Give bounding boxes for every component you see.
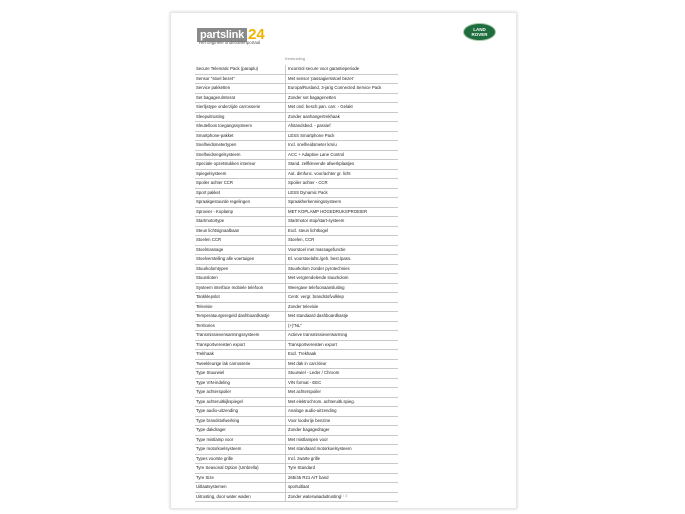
spec-value: Stand. zelfklevende afwerkplaatjes	[286, 160, 399, 170]
spec-value: LESS Dynamic Pack	[286, 188, 399, 198]
table-row	[195, 359, 398, 369]
spec-value: Weergave telefoonaansluiting	[286, 283, 399, 293]
table-row	[195, 464, 398, 474]
table-row	[195, 122, 398, 132]
table-row	[195, 397, 398, 407]
spec-key: Transportvereisten export	[195, 340, 286, 350]
spec-key: Type audio-uitzending	[195, 407, 286, 417]
table-row	[195, 150, 398, 160]
table-row	[195, 188, 398, 198]
spec-key: Spraakgestuurde regelingen	[195, 198, 286, 208]
spec-key: Tankklepslot	[195, 293, 286, 303]
spec-value: Spoiler achter - CCR	[286, 179, 399, 189]
spec-key: Set bagagerulmterat	[195, 93, 286, 103]
spec-key: Speciale opzetstukken interieur	[195, 160, 286, 170]
spec-key: Type motorkoelsysteem	[195, 445, 286, 455]
table-row	[195, 416, 398, 426]
logo-tagline: Het originele onderdelenportaal	[199, 40, 261, 45]
table-row	[195, 340, 398, 350]
spec-value: Met achterspoiler	[286, 388, 399, 398]
spec-value: Met vergrendelende stuurkolom	[286, 274, 399, 284]
table-row	[195, 369, 398, 379]
spec-key: Type achterspoiler	[195, 388, 286, 398]
spec-key: Stuurkolomtypen	[195, 264, 286, 274]
spec-value: Startmotor stop/start-systeem	[286, 217, 399, 227]
table-row	[195, 245, 398, 255]
spec-value: Stuurkolom zonder pyrotechnies	[286, 264, 399, 274]
table-row	[195, 160, 398, 170]
table-row	[195, 84, 398, 94]
spec-key: Type dakdrager	[195, 426, 286, 436]
table-row	[195, 255, 398, 265]
spec-value: Zonder aanhangertrekhaak	[286, 112, 399, 122]
table-row	[195, 312, 398, 322]
spec-key: Sleepuitrusting	[195, 112, 286, 122]
spec-table-body	[195, 65, 398, 502]
spec-key: Territories	[195, 321, 286, 331]
spec-key: Uitrusting, door water waden	[195, 492, 286, 502]
spec-value: Zonder bagagedrager	[286, 426, 399, 436]
spec-key: Tyre Size	[195, 473, 286, 483]
spec-value: 265/45 R21 A/T band	[286, 473, 399, 483]
table-row	[195, 141, 398, 151]
spec-value: (+)"NL"	[286, 321, 399, 331]
table-row	[195, 236, 398, 246]
spec-value: Met standaard motorkoelsysteem	[286, 445, 399, 455]
spec-value: VIN format - EEC	[286, 378, 399, 388]
table-row	[195, 388, 398, 398]
spec-value: Stoelen, CCR	[286, 236, 399, 246]
spec-value: Met standaard dashboardkastje	[286, 312, 399, 322]
table-row	[195, 426, 398, 436]
spec-key: Sensor "stoel bezet"	[195, 74, 286, 84]
spec-value: Met dak in carr.kleur	[286, 359, 399, 369]
spec-key: Sproeier - Koplamp	[195, 207, 286, 217]
spec-value: Centr. vergr. brandstofvulklep	[286, 293, 399, 303]
spec-key: Snelheidsmetertypen	[195, 141, 286, 151]
table-row	[195, 435, 398, 445]
spec-value: Analoge audio-uitzending	[286, 407, 399, 417]
spec-value: ACC + Adaptive Lane Control	[286, 150, 399, 160]
spec-value: Excl. Trekhaak	[286, 350, 399, 360]
spec-value: Zonder waterwaaduitrusting	[286, 492, 399, 502]
table-row	[195, 112, 398, 122]
spec-value: Zonder set bagagenetten	[286, 93, 399, 103]
spec-key: Tweekleurige lak carrosserie	[195, 359, 286, 369]
table-row	[195, 293, 398, 303]
table-row	[195, 74, 398, 84]
table-row	[195, 321, 398, 331]
spec-key: Type Stuurwiel	[195, 369, 286, 379]
brand-line-1: LAND	[473, 27, 486, 32]
spec-value: Spraakherkenningssysteem	[286, 198, 399, 208]
spec-value: Tyre Standard	[286, 464, 399, 474]
spec-value: MET KOPLAMP HOGEDRUKSPROEIER	[286, 207, 399, 217]
spec-key: Tyre Seasonal Option (Umbrella)	[195, 464, 286, 474]
table-row	[195, 264, 398, 274]
spec-key: Sierlijstype onderzijde carrosserie	[195, 103, 286, 113]
spec-key: Spiegelsysteem	[195, 169, 286, 179]
spec-value: Met sensor 'passagiersstoel bezet'	[286, 74, 399, 84]
spec-key: Transmissieverwarmingssysteem	[195, 331, 286, 341]
table-row	[195, 65, 398, 74]
spec-key: Systeem interface mobiele telefoon	[195, 283, 286, 293]
spec-key: Type brandstofwerking	[195, 416, 286, 426]
spec-value: Voor loodvrije benzine	[286, 416, 399, 426]
spec-key: Steun lichtsignaalbaan	[195, 226, 286, 236]
spec-value: Aut. dimfunc. voor/achter gr. licht	[286, 169, 399, 179]
spec-key: Sport pakket	[195, 188, 286, 198]
table-row	[195, 483, 398, 493]
spec-table	[195, 65, 398, 502]
spec-key: Stuursloten	[195, 274, 286, 284]
spec-key: Secure Telematic Pack (paraplu)	[195, 65, 286, 74]
table-row	[195, 445, 398, 455]
table-row	[195, 350, 398, 360]
table-row	[195, 454, 398, 464]
spec-value: Met mistlampen voor	[286, 435, 399, 445]
spec-key: Startmotortype	[195, 217, 286, 227]
spec-value: Voorstoel met massagefunctie	[286, 245, 399, 255]
spec-value: sportuitlaat	[286, 483, 399, 493]
logo-text-left: partslink	[197, 28, 247, 42]
spec-key: Temperatuurgeregeld dashboardkastje	[195, 312, 286, 322]
spec-value: Met elektrochrom. achteruitk.spieg.	[286, 397, 399, 407]
table-row	[195, 407, 398, 417]
spec-key: Stoelverstelling alle voertuigen	[195, 255, 286, 265]
table-row	[195, 274, 398, 284]
table-row	[195, 179, 398, 189]
spec-key: Stoelmassage	[195, 245, 286, 255]
spec-value: Met ond. besch.pan. carr. - Gelakt	[286, 103, 399, 113]
spec-key: Type mistlamp voor	[195, 435, 286, 445]
spec-value: El. voorstoelafst./geh. best./pass.	[286, 255, 399, 265]
spec-key: Stoelen CCR	[195, 236, 286, 246]
land-rover-logo	[463, 23, 496, 41]
table-row	[195, 283, 398, 293]
spec-value: Actieve transmissieverwarming	[286, 331, 399, 341]
brand-line-2: ROVER	[471, 32, 488, 37]
spec-value: Incl. snelheidsmeter km/u	[286, 141, 399, 151]
spec-value: Excl. steun lichtkogel	[286, 226, 399, 236]
spec-key: Snelheidsregelsysteem	[195, 150, 286, 160]
table-row	[195, 378, 398, 388]
spec-key: Spoiler achter CCR	[195, 179, 286, 189]
table-row	[195, 169, 398, 179]
value-column-header: Kenbuiding	[285, 56, 306, 61]
table-row	[195, 473, 398, 483]
spec-key: Uitlaatsystemen	[195, 483, 286, 493]
document-page	[170, 12, 517, 509]
table-row	[195, 331, 398, 341]
spec-key: Service pakketten	[195, 84, 286, 94]
spec-value: Europa/Rusland, 3-jarig Connected Service Pack	[286, 84, 399, 94]
spec-key: Televisie	[195, 302, 286, 312]
table-row	[195, 93, 398, 103]
table-row	[195, 217, 398, 227]
table-row	[195, 302, 398, 312]
spec-key: Type VIN-indeling	[195, 378, 286, 388]
spec-key: Trekhaak	[195, 350, 286, 360]
spec-value: Zonder televisie	[286, 302, 399, 312]
spec-value: LESS Smartphone Pack	[286, 131, 399, 141]
table-row	[195, 198, 398, 208]
logo-text-right: 24	[248, 26, 265, 43]
table-row	[195, 207, 398, 217]
spec-key: Sleutelloos toegangssysteem	[195, 122, 286, 132]
table-row	[195, 131, 398, 141]
spec-key: Type achteruitkijkspiegel	[195, 397, 286, 407]
table-row	[195, 103, 398, 113]
spec-value: Incontrol secure voor garantieperiode	[286, 65, 399, 74]
spec-value: Incl. zwarte grille	[286, 454, 399, 464]
table-row	[195, 226, 398, 236]
page-number: 3 / 3	[339, 493, 348, 498]
spec-value: Transportvereisten export	[286, 340, 399, 350]
spec-key: Smartphone-pakket	[195, 131, 286, 141]
spec-key: Types voorste grille	[195, 454, 286, 464]
spec-value: Stuurwiel - Leder / Chroom	[286, 369, 399, 379]
spec-value: Afstandsbed. - passief	[286, 122, 399, 132]
